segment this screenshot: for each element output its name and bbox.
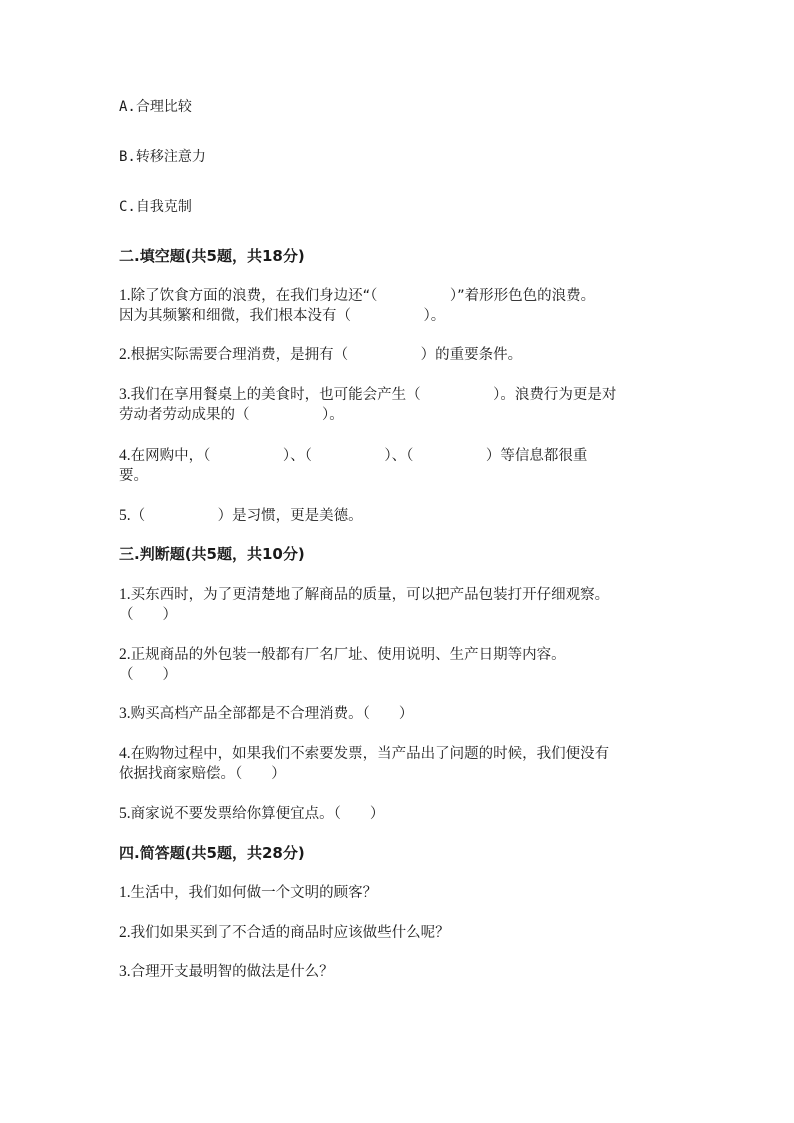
question-text: 在网购中，（ ）、（ ）、（ ）等信息都很重 (130, 448, 588, 464)
question-line: 劳动者劳动成果的（ ）。 (119, 407, 344, 423)
question-number: 3. (119, 705, 131, 722)
question-line: 依据找商家赔偿。（ ） (119, 766, 286, 782)
question-line (119, 506, 363, 526)
option-b: B.转移注意力 (119, 149, 206, 165)
question-text: 除了饮食方面的浪费，在我们身边还“（ ）”着形形色色的浪费。 (130, 288, 596, 304)
question-line (119, 923, 450, 943)
question-line: 要。 (119, 468, 148, 484)
question-text: 购买高档产品全部都是不合理消费。（ ） (130, 706, 414, 722)
question-line (119, 385, 616, 405)
question-number: 3. (119, 386, 131, 403)
section-heading-fill-blank: 二.填空题(共5题，共18分) (119, 247, 305, 265)
question-line (119, 883, 377, 903)
question-line (119, 286, 595, 306)
question-text: （ ）是习惯，更是美德。 (130, 508, 363, 524)
question-text: 商家说不要发票给你算便宜点。（ ） (130, 806, 385, 822)
question-text: 生活中，我们如何做一个文明的顾客？ (130, 885, 378, 901)
question-number: 5. (119, 507, 131, 524)
question-line (119, 446, 587, 466)
question-number: 3. (119, 963, 131, 980)
question-number: 4. (119, 745, 131, 762)
answer-bracket: （ ） (119, 607, 177, 623)
question-number: 2. (119, 924, 131, 941)
question-line (119, 744, 609, 764)
question-text: 买东西时，为了更清楚地了解商品的质量，可以把产品包装打开仔细观察。 (130, 587, 610, 603)
question-line (119, 804, 384, 824)
question-number: 1. (119, 287, 131, 304)
question-text: 我们如果买到了不合适的商品时应该做些什么呢？ (130, 925, 450, 941)
question-number: 2. (119, 346, 131, 363)
option-a: A.合理比较 (119, 99, 192, 115)
question-line (119, 345, 522, 365)
section-heading-short-answer: 四.简答题(共5题，共28分) (119, 844, 305, 862)
question-text: 合理开支最明智的做法是什么？ (130, 964, 334, 980)
question-line: 因为其频繁和细微，我们根本没有（ ）。 (119, 308, 446, 324)
question-line (119, 585, 609, 605)
question-text: 正规商品的外包装一般都有厂名厂址、使用说明、生产日期等内容。 (130, 647, 566, 663)
answer-bracket: （ ） (119, 667, 177, 683)
question-line (119, 645, 566, 665)
question-text: 根据实际需要合理消费，是拥有（ ）的重要条件。 (130, 347, 523, 363)
question-number: 2. (119, 646, 131, 663)
question-line (119, 704, 413, 724)
question-line (119, 962, 334, 982)
question-number: 1. (119, 884, 131, 901)
question-number: 4. (119, 447, 131, 464)
section-heading-true-false: 三.判断题(共5题，共10分) (119, 545, 305, 563)
question-number: 1. (119, 586, 131, 603)
question-number: 5. (119, 805, 131, 822)
question-text: 在购物过程中，如果我们不索要发票，当产品出了问题的时候，我们便没有 (130, 746, 610, 762)
question-text: 我们在享用餐桌上的美食时，也可能会产生（ ）。浪费行为更是对 (130, 387, 617, 403)
option-c: C.自我克制 (119, 199, 192, 215)
